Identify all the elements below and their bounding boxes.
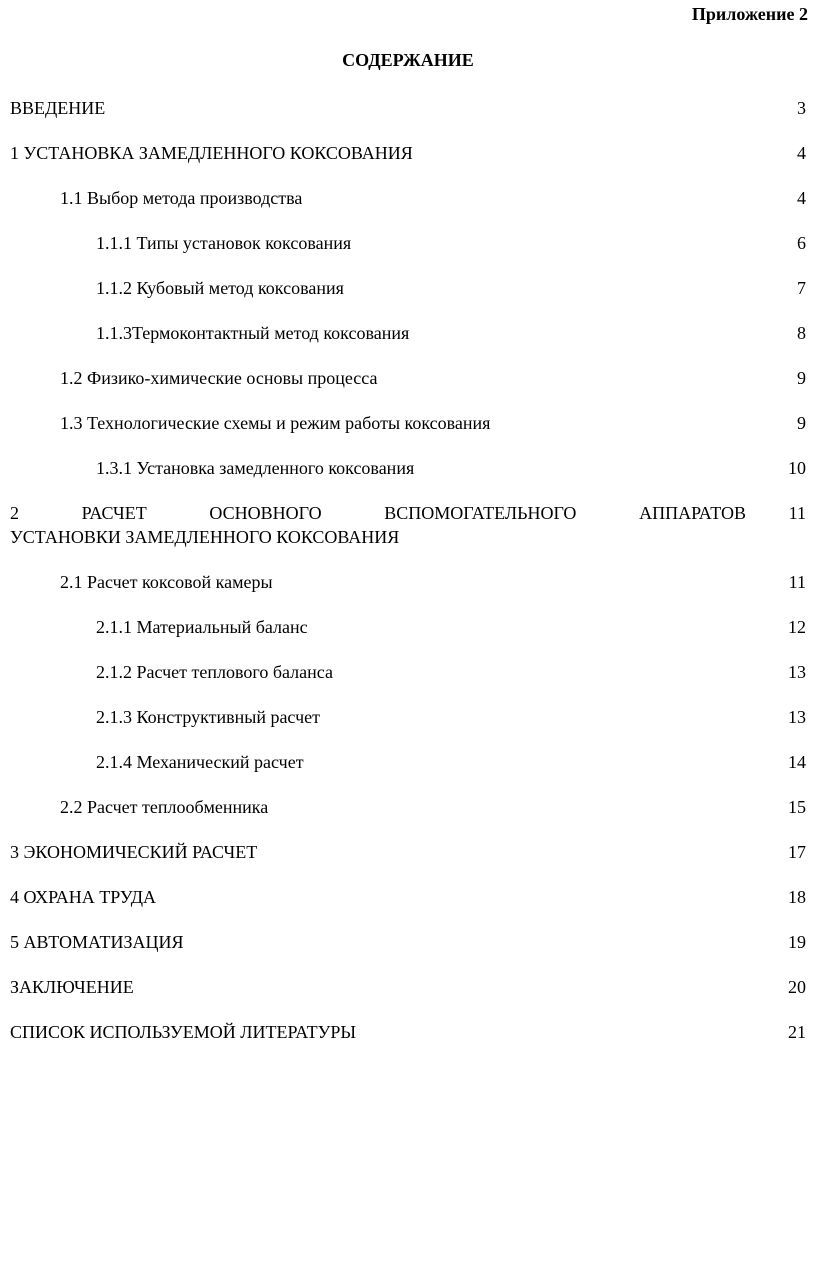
toc-entry-page: 10	[788, 458, 806, 478]
toc-entry-text: 2.1 Расчет коксовой камеры	[60, 572, 273, 592]
toc-entry-line1	[10, 501, 746, 525]
toc-word: ВСПОМОГАТЕЛЬНОГО	[384, 503, 577, 523]
toc-word: РАСЧЕТ	[81, 503, 147, 523]
toc-entry-page: 11	[788, 572, 806, 592]
toc-entry-text: 5 АВТОМАТИЗАЦИЯ	[10, 932, 184, 952]
toc-entry[interactable]	[10, 840, 806, 864]
toc-entry[interactable]	[10, 411, 806, 435]
toc-entry[interactable]	[10, 975, 806, 999]
toc-entry-page: 4	[797, 143, 806, 163]
toc-entry-text: 2.2 Расчет теплообменника	[60, 797, 269, 817]
toc-entry[interactable]	[10, 96, 806, 120]
toc-entry-page: 9	[797, 413, 806, 433]
toc-entry-page: 13	[788, 707, 806, 727]
toc-entry-page: 18	[788, 887, 806, 907]
toc-word: АППАРАТОВ	[639, 503, 746, 523]
toc-entry-page: 11	[788, 503, 806, 523]
toc-entry[interactable]	[10, 705, 806, 729]
toc-entry[interactable]	[10, 750, 806, 774]
toc-entry-text: ЗАКЛЮЧЕНИЕ	[10, 977, 134, 997]
toc-entry-text: 1.3 Технологические схемы и режим работы коксования	[60, 413, 491, 433]
toc-entry-text: 1.1.1 Типы установок коксования	[96, 233, 352, 253]
toc-entry-text: 2.1.3 Конструктивный расчет	[96, 707, 320, 727]
toc-entry-page: 21	[788, 1022, 806, 1042]
toc-entry-page: 20	[788, 977, 806, 997]
toc-entry-text: 1.2 Физико-химические основы процесса	[60, 368, 378, 388]
appendix-label: Приложение 2	[691, 4, 808, 24]
toc-entry[interactable]	[10, 885, 806, 909]
toc-entry-text: 2.1.2 Расчет теплового баланса	[96, 662, 333, 682]
toc-entry[interactable]	[10, 615, 806, 639]
toc-entry[interactable]	[10, 276, 806, 300]
toc-entry-text	[10, 501, 766, 549]
toc-entry[interactable]	[10, 501, 806, 549]
toc-entry-text: 4 ОХРАНА ТРУДА	[10, 887, 157, 907]
toc-entry[interactable]	[10, 456, 806, 480]
toc-entry-page: 12	[788, 617, 806, 637]
toc-entry-page: 9	[797, 368, 806, 388]
toc-entry-text: 1.1 Выбор метода производства	[60, 188, 303, 208]
toc-entry-text: 1.1.3Термоконтактный метод коксования	[96, 323, 410, 343]
toc-entry[interactable]	[10, 930, 806, 954]
toc-word: ОСНОВНОГО	[209, 503, 322, 523]
toc-entry-page: 3	[797, 98, 806, 118]
toc-entry-page: 4	[797, 188, 806, 208]
toc-entry[interactable]	[10, 366, 806, 390]
toc-entry-page: 6	[797, 233, 806, 253]
toc-entry[interactable]	[10, 186, 806, 210]
toc-entry-text: 1.1.2 Кубовый метод коксования	[96, 278, 344, 298]
toc-entry-page: 8	[797, 323, 806, 343]
toc-entry[interactable]	[10, 1020, 806, 1044]
toc-entry[interactable]	[10, 231, 806, 255]
toc-entry-page: 19	[788, 932, 806, 952]
toc-entry-page: 15	[788, 797, 806, 817]
toc-entry-page: 13	[788, 662, 806, 682]
toc-entry[interactable]	[10, 141, 806, 165]
toc-entry-page: 7	[797, 278, 806, 298]
toc-entry[interactable]	[10, 795, 806, 819]
toc-entry-text: 2.1.4 Механический расчет	[96, 752, 304, 772]
toc-entry[interactable]	[10, 660, 806, 684]
toc-entry[interactable]	[10, 321, 806, 345]
toc-entry-page: 17	[788, 842, 806, 862]
toc-entry-text: 1 УСТАНОВКА ЗАМЕДЛЕННОГО КОКСОВАНИЯ	[10, 143, 413, 163]
toc-entry-text: 1.3.1 Установка замедленного коксования	[96, 458, 415, 478]
toc-entry[interactable]	[10, 570, 806, 594]
table-of-contents	[10, 96, 806, 1065]
toc-entry-text: 3 ЭКОНОМИЧЕСКИЙ РАСЧЕТ	[10, 842, 258, 862]
toc-entry-text: СПИСОК ИСПОЛЬЗУЕМОЙ ЛИТЕРАТУРЫ	[10, 1022, 357, 1042]
toc-entry-text: 2.1.1 Материальный баланс	[96, 617, 308, 637]
toc-entry-text: ВВЕДЕНИЕ	[10, 98, 106, 118]
page-title: СОДЕРЖАНИЕ	[342, 50, 474, 70]
toc-entry-page: 14	[788, 752, 806, 772]
toc-entry-line2: УСТАНОВКИ ЗАМЕДЛЕННОГО КОКСОВАНИЯ	[10, 527, 400, 547]
toc-word: 2	[10, 503, 19, 523]
